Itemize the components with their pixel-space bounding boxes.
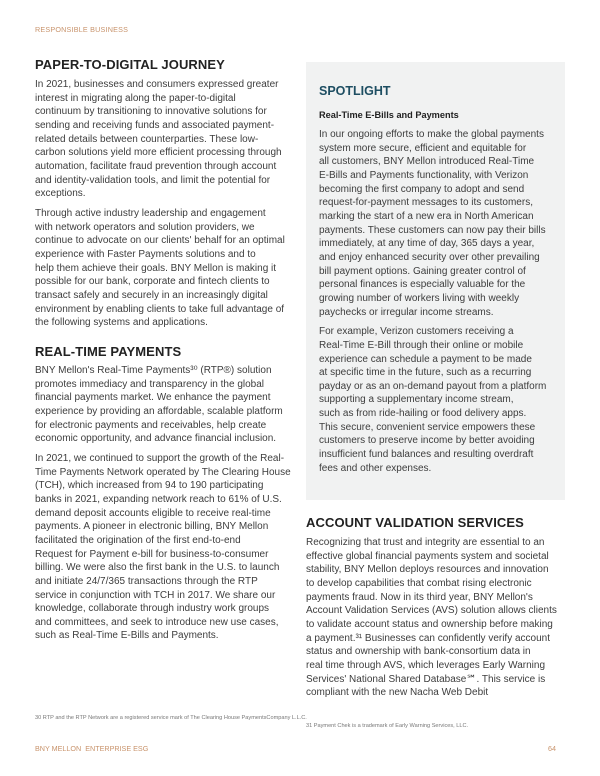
real-time-payments-body [35, 364, 291, 649]
text-line: and enjoy enhanced security over other prevailing [319, 251, 540, 263]
text-line: payments. A pioneer in electronic billing, BNY Mellon [35, 521, 269, 533]
text-line: experience by providing an affordable, scalable platform [35, 405, 283, 417]
text-line: fees and other expenses. [319, 462, 432, 474]
text-line: compliant with the new Nacha Web Debit [306, 687, 489, 699]
footer-brand [35, 744, 148, 753]
text-line: possible for our bank, corporate and fintech clients to [35, 276, 270, 288]
account-validation-body [306, 536, 557, 706]
paragraph [306, 536, 557, 700]
paragraph [35, 452, 291, 643]
text-line: automation, facilitate fraud prevention through account [35, 160, 277, 172]
text-line: continue to advocate on our clients' behalf for an optimal [35, 235, 285, 247]
text-line: at specific time in the future, such as a recurring [319, 367, 532, 379]
text-line: 31 Payment Chek is a trademark of Early Warning Services, LLC. [306, 723, 469, 729]
text-line: This secure, convenient service empowers these [319, 421, 536, 433]
text-line: personal finances is especially valuable for the [319, 279, 526, 291]
text-line: a payment.³¹ Businesses can confidently verify account [306, 632, 551, 644]
text-line: effective global financial payments system and societal [306, 550, 549, 562]
text-line: E-Bills and Payments functionality, with Verizon [319, 169, 529, 181]
text-line: marking the start of a new era in North American [319, 210, 534, 222]
text-line: request-for-payment messages to its customers, [319, 197, 533, 209]
text-line: paychecks or irregular income streams. [319, 306, 494, 318]
paragraph [319, 128, 546, 319]
text-line: payments. These customers can now pay their bills [319, 224, 546, 236]
text-line: In 2021, businesses and consumers expressed greater [35, 79, 279, 90]
text-line: Time Payments Network operated by The Clearing House [35, 466, 291, 478]
text-line: to validate account status and ownership before making [306, 618, 553, 630]
text-line: and committees, and seek to introduce new use cases, [35, 616, 279, 628]
text-line: environment by enabling clients to take full advantage of [35, 303, 285, 315]
text-line: such as Real-Time E-Bills and Payments. [35, 630, 219, 642]
text-line: (TCH), which increased from 94 to 190 participating [35, 480, 264, 492]
text-line: becoming the first company to adopt and send [319, 183, 525, 195]
text-line: with network operators and solution providers, we [35, 221, 255, 233]
spotlight-body [319, 128, 546, 481]
heading-account-validation: ACCOUNT VALIDATION SERVICES [306, 515, 524, 530]
text-line: billing. We were also the first bank in the U.S. to launch [35, 562, 280, 574]
spotlight-label: SPOTLIGHT [319, 84, 391, 98]
text-line: For example, Verizon customers receiving a [319, 326, 514, 338]
text-line: to develop capabilities that combat rising electronic [306, 577, 532, 589]
text-line: insufficient fund balances and resulting overdraft [319, 449, 534, 461]
text-line: continuum by transitioning to innovative solutions for [35, 106, 267, 118]
text-line: facilitated the origination of the first end-to-end [35, 534, 241, 546]
text-line: the following systems and applications. [35, 317, 208, 329]
text-line: bill payment options. Gaining greater control of [319, 265, 526, 277]
text-line: Through active industry leadership and engagement [35, 207, 266, 219]
page-number: 64 [548, 744, 556, 753]
text-line: Real-Time E-Bill through their online or mobile [319, 339, 524, 351]
text-line: transact safely and securely in an increasingly digital [35, 289, 268, 301]
spotlight-title: Real-Time E-Bills and Payments [319, 110, 459, 120]
text-line: all customers, BNY Mellon introduced Real-Time [319, 156, 535, 168]
paper-to-digital-body [35, 78, 285, 336]
paragraph [35, 714, 307, 722]
text-line: In our ongoing efforts to make the global payments [319, 129, 544, 140]
text-line: Account Validation Services (AVS) solution allows clients [306, 605, 557, 617]
footnote-31 [306, 722, 468, 736]
text-line: payday or as an on-demand payout from a platform [319, 380, 547, 392]
text-line: financial payments market. We enhance the payment [35, 392, 271, 404]
text-line: BNY Mellon's Real-Time Payments³⁰ (RTP®) solution [35, 365, 272, 376]
text-line: experience can schedule a payment to be made [319, 353, 532, 365]
text-line: payments fraud. Now in its third year, BNY Mellon's [306, 591, 533, 603]
text-line: exceptions. [35, 188, 86, 200]
text-line: system more secure, efficient and equitable for [319, 142, 527, 154]
text-line: interest in migrating along the paper-to-digital [35, 92, 236, 104]
text-line: experience with Faster Payments solutions and to [35, 248, 256, 260]
heading-real-time-payments: REAL-TIME PAYMENTS [35, 344, 182, 359]
text-line: for electronic payments and receivables, help create [35, 419, 267, 431]
text-line: Services' National Shared Database℠. This service is [306, 673, 546, 685]
text-line: such as from ride-hailing or food delivery apps. [319, 408, 527, 420]
text-line: Company L.L.C. [266, 715, 307, 721]
text-line: related details between counterparties. These low- [35, 133, 259, 145]
text-line: knowledge, collaborate through industry work groups [35, 603, 270, 615]
text-line: service in conjunction with TCH in 2017. We share our [35, 589, 276, 601]
text-line: growing number of workers living with weekly [319, 292, 520, 304]
text-line: and initiate 24/7/365 transactions through the RTP [35, 575, 258, 587]
heading-paper-to-digital: PAPER-TO-DIGITAL JOURNEY [35, 57, 225, 72]
text-line: carbon solutions yield more efficient processing through [35, 147, 282, 159]
text-line: stability, BNY Mellon deploys resources and innovation [306, 564, 549, 576]
text-line: and identity-validation tools, and limit the potential for [35, 174, 271, 186]
text-line: immediately, at any time of day, 365 days a year, [319, 238, 535, 250]
text-line: real time through AVS, which leverages Early Warning [306, 659, 545, 671]
text-line: customers to preserve income by better avoiding [319, 435, 535, 447]
paragraph [35, 78, 285, 201]
text-line: In 2021, we continued to support the growth of the Real- [35, 452, 285, 464]
text-line: demand deposit accounts eligible to receive real-time [35, 507, 271, 519]
paragraph [35, 207, 285, 330]
paragraph [306, 722, 468, 730]
text-line: sending and receiving funds and associated payment- [35, 119, 275, 131]
text-line: promotes immediacy and transparency in the global [35, 378, 265, 390]
footer-doc-name: ENTERPRISE ESG [85, 744, 149, 753]
footnote-30 [35, 714, 307, 728]
text-line: 30 RTP and the RTP Network are a registered service mark of The Clearing House Payments [35, 715, 267, 721]
text-line: help them achieve their goals. BNY Mellon is making it [35, 262, 277, 274]
text-line: Request for Payment e-bill for business-to-consumer [35, 548, 269, 560]
text-line: supporting a supplementary income stream, [319, 394, 514, 406]
paragraph [319, 325, 546, 475]
text-line: Recognizing that trust and integrity are essential to an [306, 537, 545, 548]
text-line: banks in 2021, expanding network reach to 61% of U.S. [35, 493, 282, 505]
text-line: economic opportunity, and advance financial inclusion. [35, 433, 277, 445]
paragraph [35, 364, 291, 446]
footer-brand-name: BNY MELLON [35, 744, 82, 753]
section-kicker: RESPONSIBLE BUSINESS [35, 25, 129, 34]
text-line: status and ownership with bank-consortium data in [306, 646, 531, 658]
